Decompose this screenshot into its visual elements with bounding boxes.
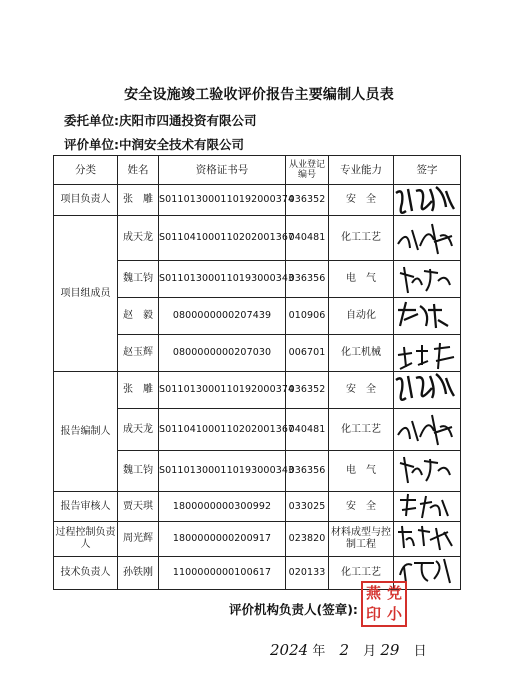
header-category: 分类 xyxy=(54,156,118,185)
header-sign: 签字 xyxy=(394,156,461,185)
skill-cell: 安 全 xyxy=(329,372,394,409)
reg-cell: 020133 xyxy=(286,557,329,590)
header-name: 姓名 xyxy=(118,156,159,185)
name-cell: 魏工钧 xyxy=(118,261,159,298)
cert-cell: S011041000110202001367 xyxy=(159,216,286,261)
name-cell: 张 雕 xyxy=(118,185,159,216)
skill-cell: 自动化 xyxy=(329,298,394,335)
seal-char: 燕 xyxy=(365,584,381,602)
evaluator-value: 中润安全技术有限公司 xyxy=(119,137,245,152)
name-cell: 赵 毅 xyxy=(118,298,159,335)
cert-cell: 1800000000300992 xyxy=(159,492,286,522)
seal-char: 小 xyxy=(386,605,402,623)
cert-cell: S011013000110193000343 xyxy=(159,261,286,298)
reg-cell: 040481 xyxy=(286,216,329,261)
skill-cell: 材料成型与控制工程 xyxy=(329,522,394,557)
handwritten-signature xyxy=(390,445,460,491)
name-cell: 赵玉辉 xyxy=(118,335,159,372)
date-month: 2 xyxy=(339,641,350,659)
skill-cell: 化工工艺 xyxy=(329,557,394,590)
signing-date xyxy=(270,640,427,659)
name-cell: 成天龙 xyxy=(118,216,159,261)
red-seal-stamp xyxy=(361,581,407,627)
cert-cell: 0800000000207030 xyxy=(159,335,286,372)
name-cell: 周光辉 xyxy=(118,522,159,557)
reg-cell: 036356 xyxy=(286,451,329,492)
reg-cell: 036352 xyxy=(286,185,329,216)
date-month-unit: 月 xyxy=(363,644,377,659)
header-skill: 专业能力 xyxy=(329,156,394,185)
date-day-unit: 日 xyxy=(413,644,427,659)
skill-cell: 安 全 xyxy=(329,492,394,522)
cert-cell: S011041000110202001367 xyxy=(159,409,286,451)
date-year: 2024 xyxy=(270,641,309,659)
category-cell: 技术负责人 xyxy=(54,557,118,590)
signature-cell xyxy=(394,216,461,261)
name-cell: 孙铁刚 xyxy=(118,557,159,590)
cert-cell: S011013000110192000374 xyxy=(159,372,286,409)
cert-cell: S011013000110193000343 xyxy=(159,451,286,492)
client-line xyxy=(64,111,257,129)
client-value: 庆阳市四通投资有限公司 xyxy=(119,113,257,128)
cert-cell: 1100000000100617 xyxy=(159,557,286,590)
skill-cell: 化工机械 xyxy=(329,335,394,372)
category-cell: 报告编制人 xyxy=(54,372,118,492)
seal-char: 印 xyxy=(365,605,381,623)
page-title: 安全设施竣工验收评价报告主要编制人员表 xyxy=(124,87,394,103)
reg-cell: 006701 xyxy=(286,335,329,372)
category-cell: 过程控制负责人 xyxy=(54,522,118,557)
cert-cell: 1800000000200917 xyxy=(159,522,286,557)
evaluator-line xyxy=(64,135,244,153)
date-year-unit: 年 xyxy=(312,644,326,659)
skill-cell: 化工工艺 xyxy=(329,409,394,451)
evaluator-head-label: 评价机构负责人(签章): xyxy=(229,602,358,617)
cert-cell: 0800000000207439 xyxy=(159,298,286,335)
name-cell: 张 雕 xyxy=(118,372,159,409)
header-cert: 资格证书号 xyxy=(159,156,286,185)
handwritten-signature xyxy=(390,210,460,260)
table-row xyxy=(54,216,461,261)
skill-cell: 电 气 xyxy=(329,261,394,298)
client-label: 委托单位: xyxy=(64,113,119,128)
category-cell: 报告审核人 xyxy=(54,492,118,522)
skill-cell: 安 全 xyxy=(329,185,394,216)
reg-cell: 033025 xyxy=(286,492,329,522)
personnel-table xyxy=(53,155,461,590)
category-cell: 项目负责人 xyxy=(54,185,118,216)
name-cell: 魏工钧 xyxy=(118,451,159,492)
category-cell: 项目组成员 xyxy=(54,216,118,372)
reg-cell: 036356 xyxy=(286,261,329,298)
reg-cell: 036352 xyxy=(286,372,329,409)
seal-char: 党 xyxy=(386,584,402,602)
skill-cell: 化工工艺 xyxy=(329,216,394,261)
reg-cell: 040481 xyxy=(286,409,329,451)
name-cell: 成天龙 xyxy=(118,409,159,451)
handwritten-signature xyxy=(390,403,460,451)
reg-cell: 010906 xyxy=(286,298,329,335)
name-cell: 贾天琪 xyxy=(118,492,159,522)
skill-cell: 电 气 xyxy=(329,451,394,492)
evaluator-label: 评价单位: xyxy=(64,137,119,152)
header-reg: 从业登记编号 xyxy=(286,156,329,185)
date-day: 29 xyxy=(380,641,400,659)
cert-cell: S011013000110192000374 xyxy=(159,185,286,216)
reg-cell: 023820 xyxy=(286,522,329,557)
